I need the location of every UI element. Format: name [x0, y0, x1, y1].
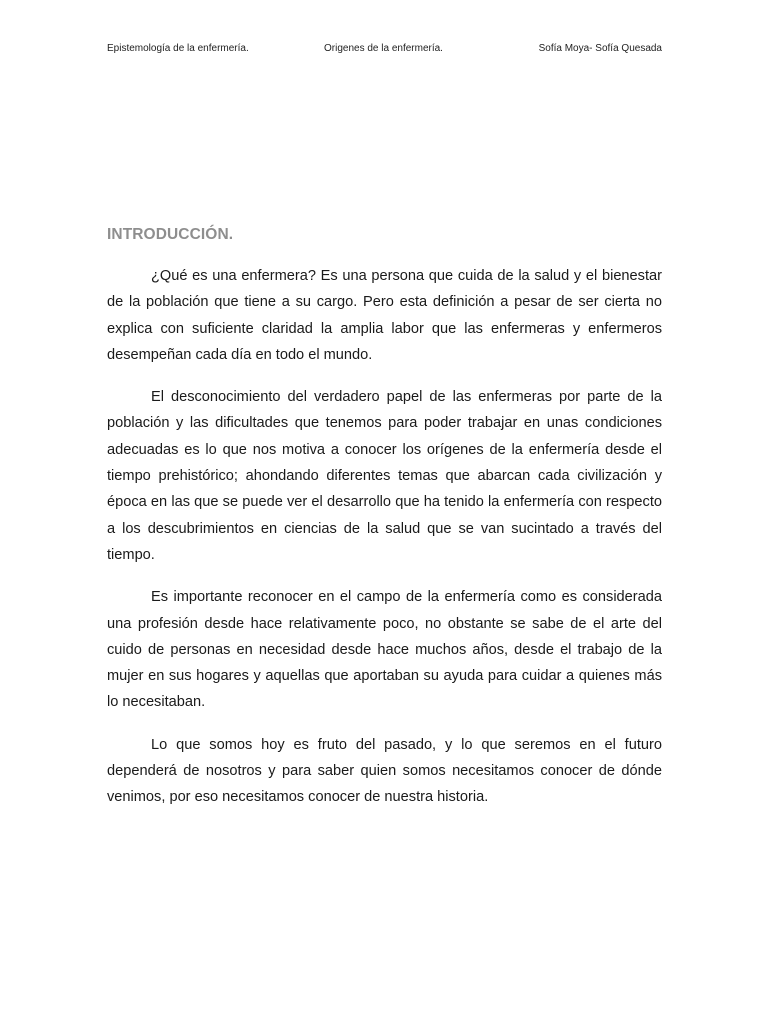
paragraph: El desconocimiento del verdadero papel de las enfermeras por parte de la población y las dificultades que tenemos para poder trabajar en unas condiciones adecuadas es lo que nos motiva a conocer los orígenes de la enfermería desde el tiempo prehistórico; ahondando diferentes temas que abarcan cada civilización y época en las que se puede ver el desarrollo que ha tenido la enfermería con respecto a los descubrimientos en ciencias de la salud que se van sucintado a través del tiempo.: [107, 389, 662, 563]
paragraph: ¿Qué es una enfermera? Es una persona que cuida de la salud y el bienestar de la población que tiene a su cargo. Pero esta definición a pesar de ser cierta no explica con suficiente claridad la amplia labor que las enfermeras y enfermeros desempeñan cada día en todo el mundo.: [107, 268, 662, 363]
section-title: INTRODUCCIÓN.: [107, 226, 234, 243]
paragraph: Lo que somos hoy es fruto del pasado, y lo que seremos en el futuro dependerá de nosotros y para saber quien somos necesitamos conocer de dónde venimos, por eso necesitamos conocer de nuestra historia.: [107, 736, 662, 806]
page-header: [107, 43, 662, 57]
header-authors: Sofía Moya- Sofía Quesada: [538, 43, 662, 54]
paragraph: Es importante reconocer en el campo de la enfermería como es considerada una profesión desde hace relativamente poco, no obstante se sabe de el arte del cuido de personas en necesidad desde hace muchos años, desde el trabajo de la mujer en sus hogares y aquellas que aportaban su ayuda para cuidar a quienes más lo necesitaban.: [107, 589, 662, 711]
document-body: [107, 263, 662, 827]
header-document-topic: Origenes de la enfermería.: [324, 43, 443, 54]
header-course-title: Epistemología de la enfermería.: [107, 43, 249, 54]
